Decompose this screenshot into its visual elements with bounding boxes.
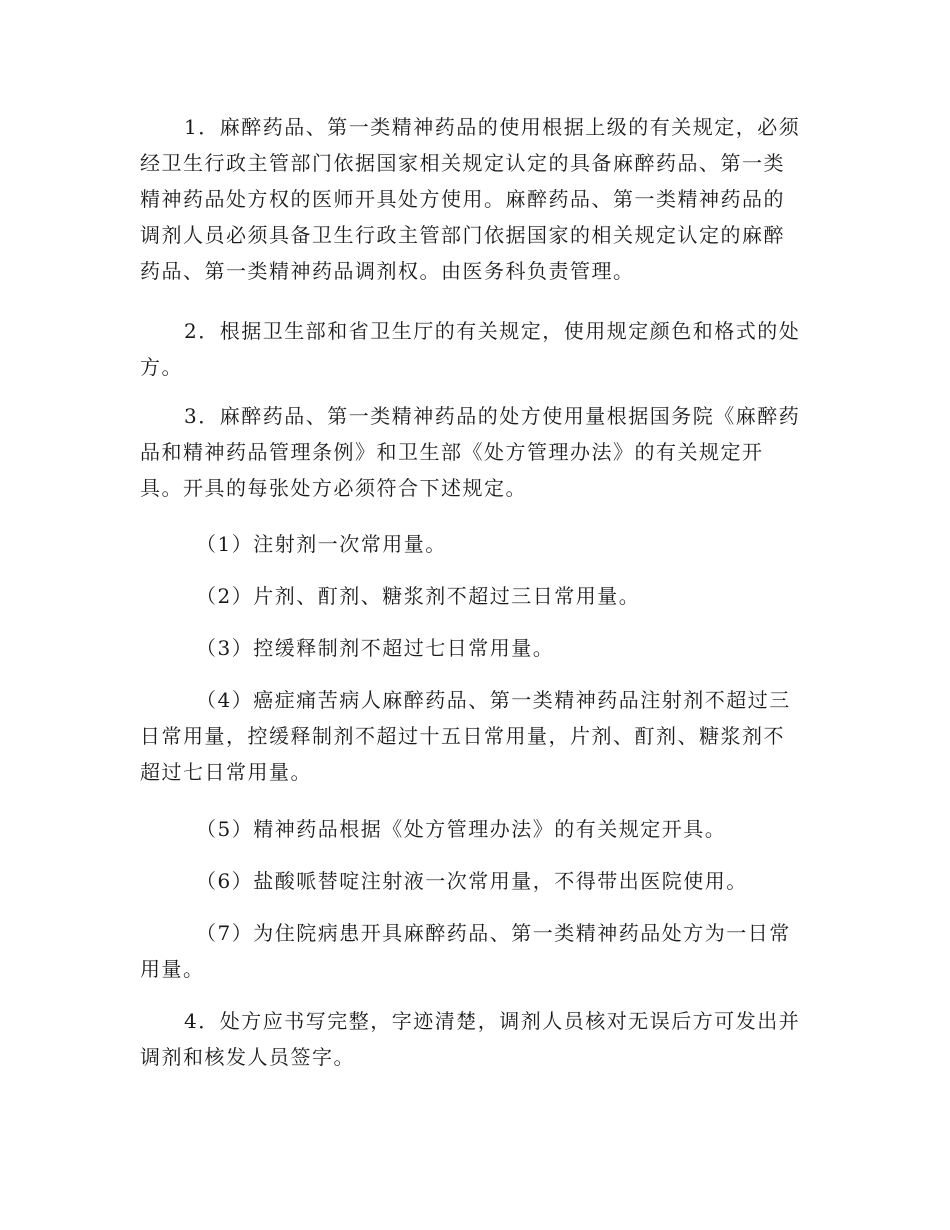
paragraph-line: 日常用量，控缓释制剂不超过十五日常用量，片剂、酊剂、糖浆剂不 (140, 724, 785, 748)
paragraph-line: （1）注射剂一次常用量。 (196, 532, 447, 556)
list-item-5 (196, 811, 726, 847)
paragraph-line: 精神药品处方权的医师开具处方使用。麻醉药品、第一类精神药品的 (140, 187, 785, 211)
paragraph-line: 药品、第一类精神药品调剂权。由医务科负责管理。 (140, 259, 635, 283)
list-item-3 (196, 630, 554, 666)
paragraph-line: 3．麻醉药品、第一类精神药品的处方使用量根据国务院《麻醉药 (184, 404, 801, 428)
paragraph-line: （6）盐酸哌替啶注射液一次常用量，不得带出医院使用。 (196, 869, 748, 893)
paragraph-line: 调剂人员必须具备卫生行政主管部门依据国家的相关规定认定的麻醉 (140, 223, 785, 247)
paragraph-line: （5）精神药品根据《处方管理办法》的有关规定开具。 (196, 817, 727, 841)
list-item-7 (140, 915, 791, 987)
paragraph-line: 经卫生行政主管部门依据国家相关规定认定的具备麻醉药品、第一类 (140, 151, 785, 175)
list-item-6 (196, 863, 748, 899)
paragraph-4 (140, 1003, 800, 1075)
paragraph-line: 1．麻醉药品、第一类精神药品的使用根据上级的有关规定，必须 (184, 115, 801, 139)
paragraph-line: （7）为住院病患开具麻醉药品、第一类精神药品处方为一日常 (196, 921, 791, 945)
list-item-1 (196, 526, 447, 562)
paragraph-line: （3）控缓释制剂不超过七日常用量。 (196, 636, 555, 660)
paragraph-line: 调剂和核发人员签字。 (140, 1045, 355, 1069)
paragraph-line: 2．根据卫生部和省卫生厅的有关规定，使用规定颜色和格式的处 (184, 319, 801, 343)
paragraph-line: 用量。 (140, 957, 205, 981)
paragraph-line: 品和精神药品管理条例》和卫生部《处方管理办法》的有关规定开 (140, 440, 764, 464)
paragraph-line: 4．处方应书写完整，字迹清楚，调剂人员核对无误后方可发出并 (184, 1009, 801, 1033)
paragraph-2 (140, 313, 800, 385)
paragraph-line: 超过七日常用量。 (140, 760, 312, 784)
list-item-2 (196, 578, 640, 614)
paragraph-1 (140, 109, 800, 289)
paragraph-3 (140, 398, 800, 506)
paragraph-line: （4）癌症痛苦病人麻醉药品、第一类精神药品注射剂不超过三 (196, 688, 791, 712)
list-item-4 (140, 682, 791, 790)
paragraph-line: （2）片剂、酊剂、糖浆剂不超过三日常用量。 (196, 584, 641, 608)
paragraph-line: 方。 (140, 355, 183, 379)
paragraph-line: 具。开具的每张处方必须符合下述规定。 (140, 476, 527, 500)
